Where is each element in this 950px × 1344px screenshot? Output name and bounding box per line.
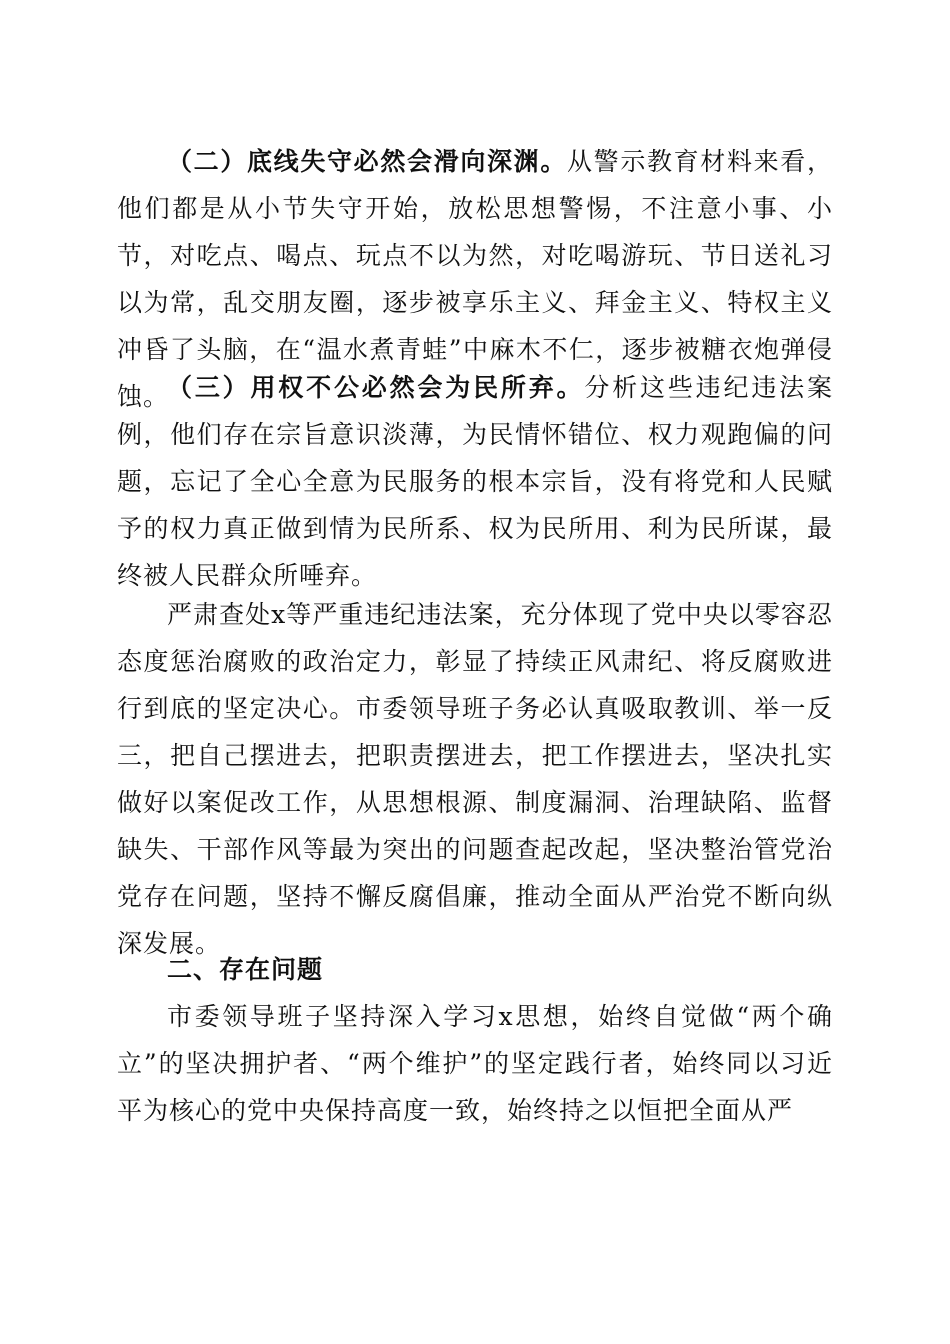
paragraph-power-abuse	[117, 364, 833, 599]
paragraph-case-handling	[117, 591, 833, 967]
paragraph-lead: （二）底线失守必然会滑向深渊。	[167, 147, 567, 176]
section-heading-problems: 二、存在问题	[167, 955, 324, 984]
paragraph-body: 严肃查处x等严重违纪违法案，充分体现了党中央以零容忍态度惩治腐败的政治定力，彰显了持续正风肃纪、将反腐败进行到底的坚定决心。市委领导班子务必认真吸取教训、举一反三，把自己摆进去，把职责摆进去，把工作摆进去，坚决扎实做好以案促改工作，从思想根源、制度漏洞、治理缺陷、监督缺失、干部作风等最为突出的问题查起改起，坚决整治管党治党存在问题，坚持不懈反腐倡廉，推动全面从严治党不断向纵深发展。	[117, 600, 833, 958]
paragraph-body: 分析这些违纪违法案例，他们存在宗旨意识淡薄，为民情怀错位、权力观跑偏的问题，忘记了全心全意为民服务的根本宗旨，没有将党和人民赋予的权力真正做到情为民所系、权为民所用、利为民所谋，最终被人民群众所唾弃。	[117, 373, 833, 590]
paragraph-body: 从警示教育材料来看，他们都是从小节失守开始，放松思想警惕，不注意小事、小节，对吃点、喝点、玩点不以为然，对吃喝游玩、节日送礼习以为常，乱交朋友圈，逐步被享乐主义、拜金主义、特权主义冲昏了头脑，在“温水煮青蛙”中麻木不仁，逐步被糖衣炮弹侵蚀。	[117, 147, 833, 411]
paragraph-lead: （三）用权不公必然会为民所弃。	[167, 373, 585, 402]
paragraph-body: 市委领导班子坚持深入学习x思想，始终自觉做“两个确立”的坚决拥护者、“两个维护”的坚定践行者，始终同以习近平为核心的党中央保持高度一致，始终持之以恒把全面从严	[117, 1002, 833, 1125]
paragraph-closing	[117, 993, 833, 1134]
